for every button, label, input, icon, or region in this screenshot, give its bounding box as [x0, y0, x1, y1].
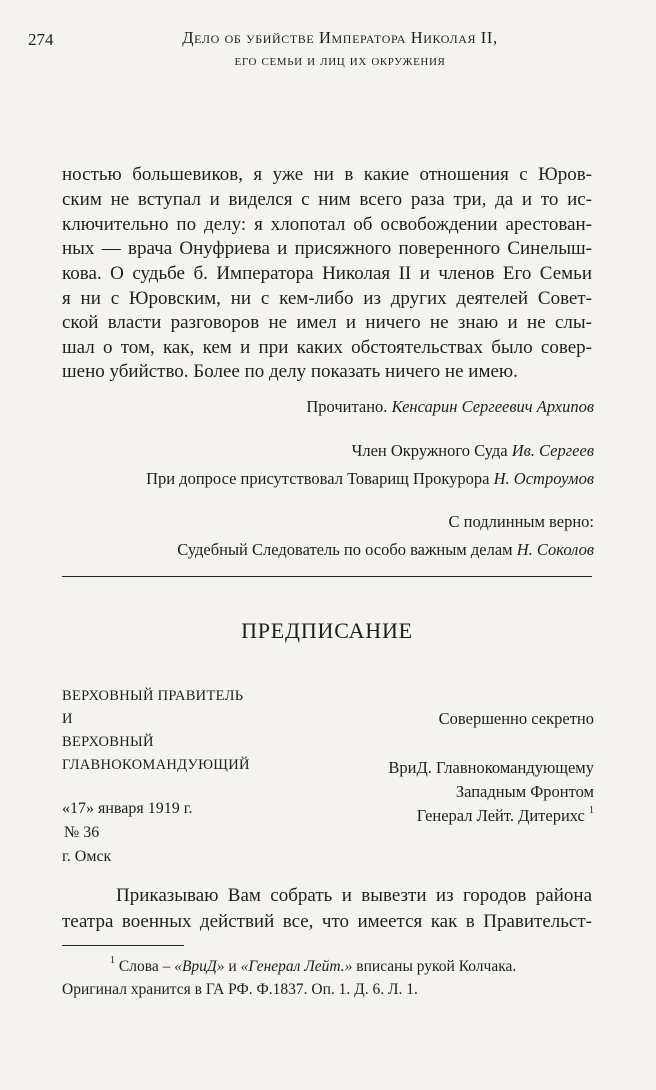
- paragraph-line: шал о том, как, кем и при каких обстоятельствах было совер-: [62, 337, 592, 358]
- paragraph-line: ским не вступал и виделся с ним всего раза три, да и то ис-: [62, 189, 592, 210]
- paragraph-line: кова. О судьбе б. Императора Николая II и членов Его Семьи: [62, 263, 592, 284]
- footnote-marker: 1: [589, 804, 594, 816]
- certified-text: С подлинным верно:: [448, 512, 594, 531]
- paragraph-line: ской власти разговоров не имел и ничего не знаю и не слы-: [62, 312, 592, 333]
- issuer-line: ГЛАВНОКОМАНДУЮЩИЙ: [62, 757, 250, 773]
- issuer-line: ВЕРХОВНЫЙ: [62, 734, 154, 750]
- prosecutor-name: Н. Остроумов: [493, 469, 594, 488]
- judge-signatures: [146, 437, 594, 493]
- judge-label: Член Окружного Суда: [351, 441, 508, 460]
- paragraph-line: шено убийство. Более по делу показать ничего не имею.: [62, 361, 518, 382]
- footnote-text: и: [228, 958, 237, 975]
- read-label: Прочитано.: [306, 397, 388, 416]
- order-title: ПРЕДПИСАНИЕ: [241, 618, 413, 643]
- addressee-line: Генерал Лейт. Дитерихс: [416, 806, 585, 825]
- footnote-term: «ВриД»: [174, 958, 225, 975]
- section-divider: [62, 576, 592, 577]
- footnote-text: вписаны рукой Колчака.: [356, 958, 517, 975]
- order-meta: [62, 797, 192, 869]
- classification: Совершенно секретно: [438, 709, 594, 728]
- paragraph-line: Приказываю Вам собрать и вывезти из городов района: [116, 885, 592, 906]
- footnote-rule: [62, 945, 184, 946]
- judge-name: Ив. Сергеев: [511, 441, 594, 460]
- paragraph-line: ностью большевиков, я уже ни в какие отношения с Юров-: [62, 164, 592, 185]
- addressee-block: [388, 756, 594, 828]
- read-signature: [306, 393, 594, 421]
- running-title-line-1: Дело об убийстве Императора Николая II,: [182, 28, 498, 47]
- issuer-line: И: [62, 711, 73, 727]
- order-number: № 36: [64, 824, 100, 841]
- page-number: 274: [28, 30, 54, 49]
- order-date: «17» января 1919 г.: [62, 800, 193, 817]
- footnote: [62, 955, 592, 1001]
- paragraph-line: театра военных действий все, что имеется как в Правительст-: [62, 911, 592, 932]
- prosecutor-label: При допросе присутствовал Товарищ Прокурора: [146, 469, 490, 488]
- footnote-text: Слова –: [118, 958, 171, 975]
- read-name: Кенсарин Сергеевич Архипов: [391, 397, 594, 416]
- paragraph-line: я ни с Юровским, ни с кем-либо из других деятелей Совет-: [62, 288, 592, 309]
- issuer-block: [62, 685, 250, 777]
- paragraph-line: ных — врача Онуфриева и присяжного поверенного Синелыш-: [62, 238, 592, 259]
- investigator-label: Судебный Следователь по особо важным делам: [177, 540, 513, 559]
- investigator-name: Н. Соколов: [516, 540, 594, 559]
- footnote-source: Оригинал хранится в ГА РФ. Ф.1837. Оп. 1. Д. 6. Л. 1.: [62, 981, 418, 998]
- footnote-term: «Генерал Лейт.»: [240, 958, 353, 975]
- issuer-line: ВЕРХОВНЫЙ ПРАВИТЕЛЬ: [62, 688, 244, 704]
- footnote-number: 1: [110, 954, 115, 966]
- paragraph-line: ключительно по делу: я хлопотал об освобождении арестован-: [62, 214, 592, 235]
- addressee-line: Западным Фронтом: [455, 782, 594, 801]
- running-title-line-2: его семьи и лиц их окружения: [234, 52, 446, 69]
- order-place: г. Омск: [62, 848, 112, 865]
- certification-block: [177, 508, 594, 564]
- addressee-line: ВриД. Главнокомандующему: [388, 758, 594, 777]
